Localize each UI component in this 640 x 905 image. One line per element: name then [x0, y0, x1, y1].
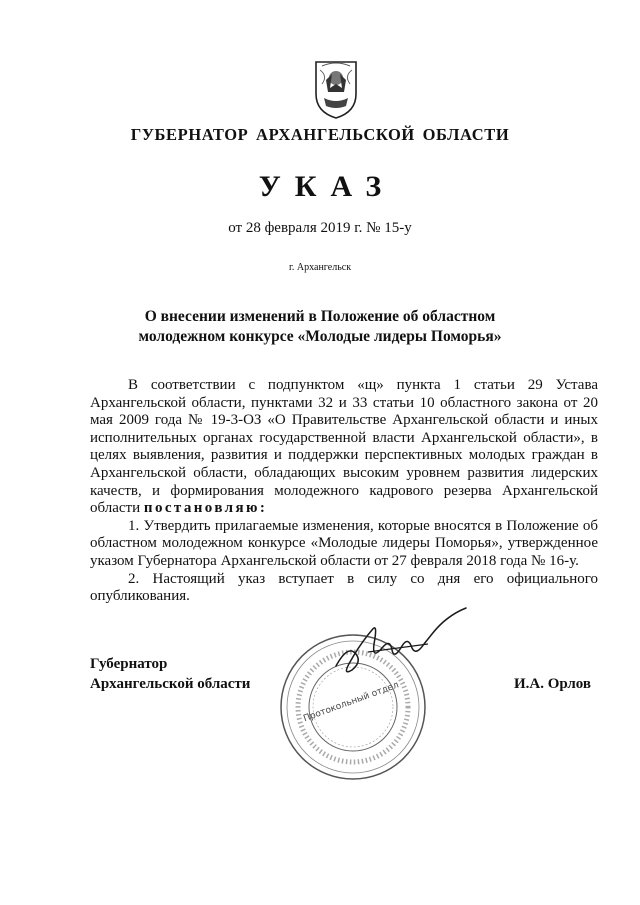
signatory-name: И.А. Орлов — [514, 676, 592, 692]
decree-colon: : — [259, 500, 265, 517]
signatory-position-line: Архангельской области — [90, 676, 251, 692]
seal-text: Протокольный отдел — [302, 680, 401, 725]
signatory-position — [90, 654, 250, 694]
document-place: г. Архангельск — [288, 262, 352, 273]
signature-icon — [328, 604, 478, 684]
decree-word: постановляю — [143, 500, 260, 517]
preamble-paragraph — [90, 377, 598, 518]
document-body — [90, 377, 598, 606]
decree-item-1: 1. Утвердить прилагаемые изменения, которые вносятся в Положение об областном молодежном конкурсе «Молодые лидеры Поморья», утвержденное указом Губернатора Архангельской области от 27 февраля 2018 года № 16-у. — [90, 517, 598, 569]
coat-of-arms-icon — [312, 58, 360, 120]
decree-item-2: 2. Настоящий указ вступает в силу со дня его официального опубликования. — [90, 570, 598, 605]
document-type: УКАЗ — [258, 170, 396, 203]
document-title-line: молодежном конкурсе «Молодые лидеры Поморья» — [138, 328, 502, 345]
preamble-text: В соответствии с подпунктом «щ» пункта 1 статьи 29 Устава Архангельской области, пунктами 32 и 33 статьи 10 областного закона от 20 мая 2009 года № 19-3-ОЗ «О Правительстве Архангельской области и иных исполнительных органах государственной власти Архангельской области», в целях выявления, развития и поддержки перспективных молодых граждан в Архангельской области, обладающих высоким уровнем развития лидерских качеств, и формирования молодежного кадрового резерва Архангельской области — [90, 377, 598, 517]
issuing-authority: ГУБЕРНАТОР АРХАНГЕЛЬСКОЙ ОБЛАСТИ — [130, 125, 510, 144]
document-date-number: от 28 февраля 2019 г. № 15-у — [228, 220, 412, 236]
document-title — [0, 307, 640, 347]
document-title-line: О внесении изменений в Положение об областном — [144, 308, 496, 325]
signatory-position-line: Губернатор — [90, 656, 168, 672]
